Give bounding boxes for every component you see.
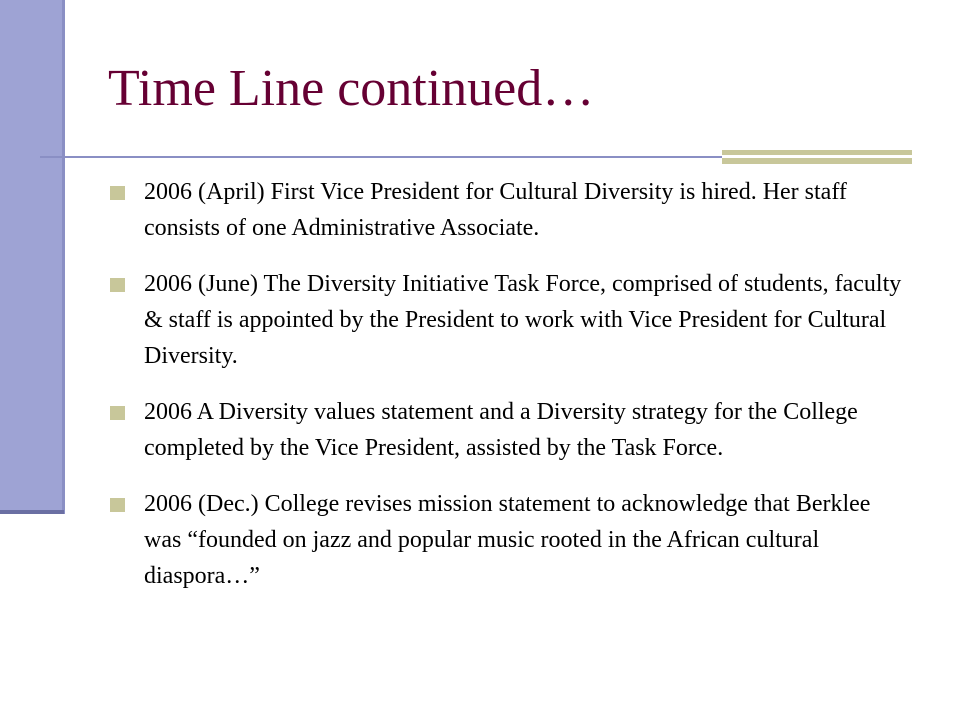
bullet-text: 2006 (April) First Vice President for Cultural Diversity is hired. Her staff consists of one Administrative Associate. <box>144 179 847 241</box>
square-bullet-icon <box>110 406 125 420</box>
square-bullet-icon <box>110 278 125 292</box>
square-bullet-icon <box>110 498 125 512</box>
side-decoration-shadow <box>0 510 64 514</box>
list-item <box>108 486 908 594</box>
bullet-list <box>108 174 908 614</box>
list-item <box>108 266 908 374</box>
bullet-text: 2006 (June) The Diversity Initiative Task Force, comprised of students, faculty & staff is appointed by the President to work with Vice President for Cultural Diversity. <box>144 271 902 369</box>
side-decoration-edge <box>62 0 65 514</box>
side-decoration-bar <box>0 0 62 510</box>
list-item <box>108 174 908 246</box>
accent-bar-line <box>722 155 912 158</box>
square-bullet-icon <box>110 186 125 200</box>
bullet-text: 2006 (Dec.) College revises mission statement to acknowledge that Berklee was “founded on jazz and popular music rooted in the African cultural diaspora…” <box>144 491 871 589</box>
slide-title: Time Line continued… <box>108 60 595 117</box>
bullet-text: 2006 A Diversity values statement and a Diversity strategy for the College completed by the Vice President, assisted by the Task Force. <box>144 399 858 461</box>
list-item <box>108 394 908 466</box>
